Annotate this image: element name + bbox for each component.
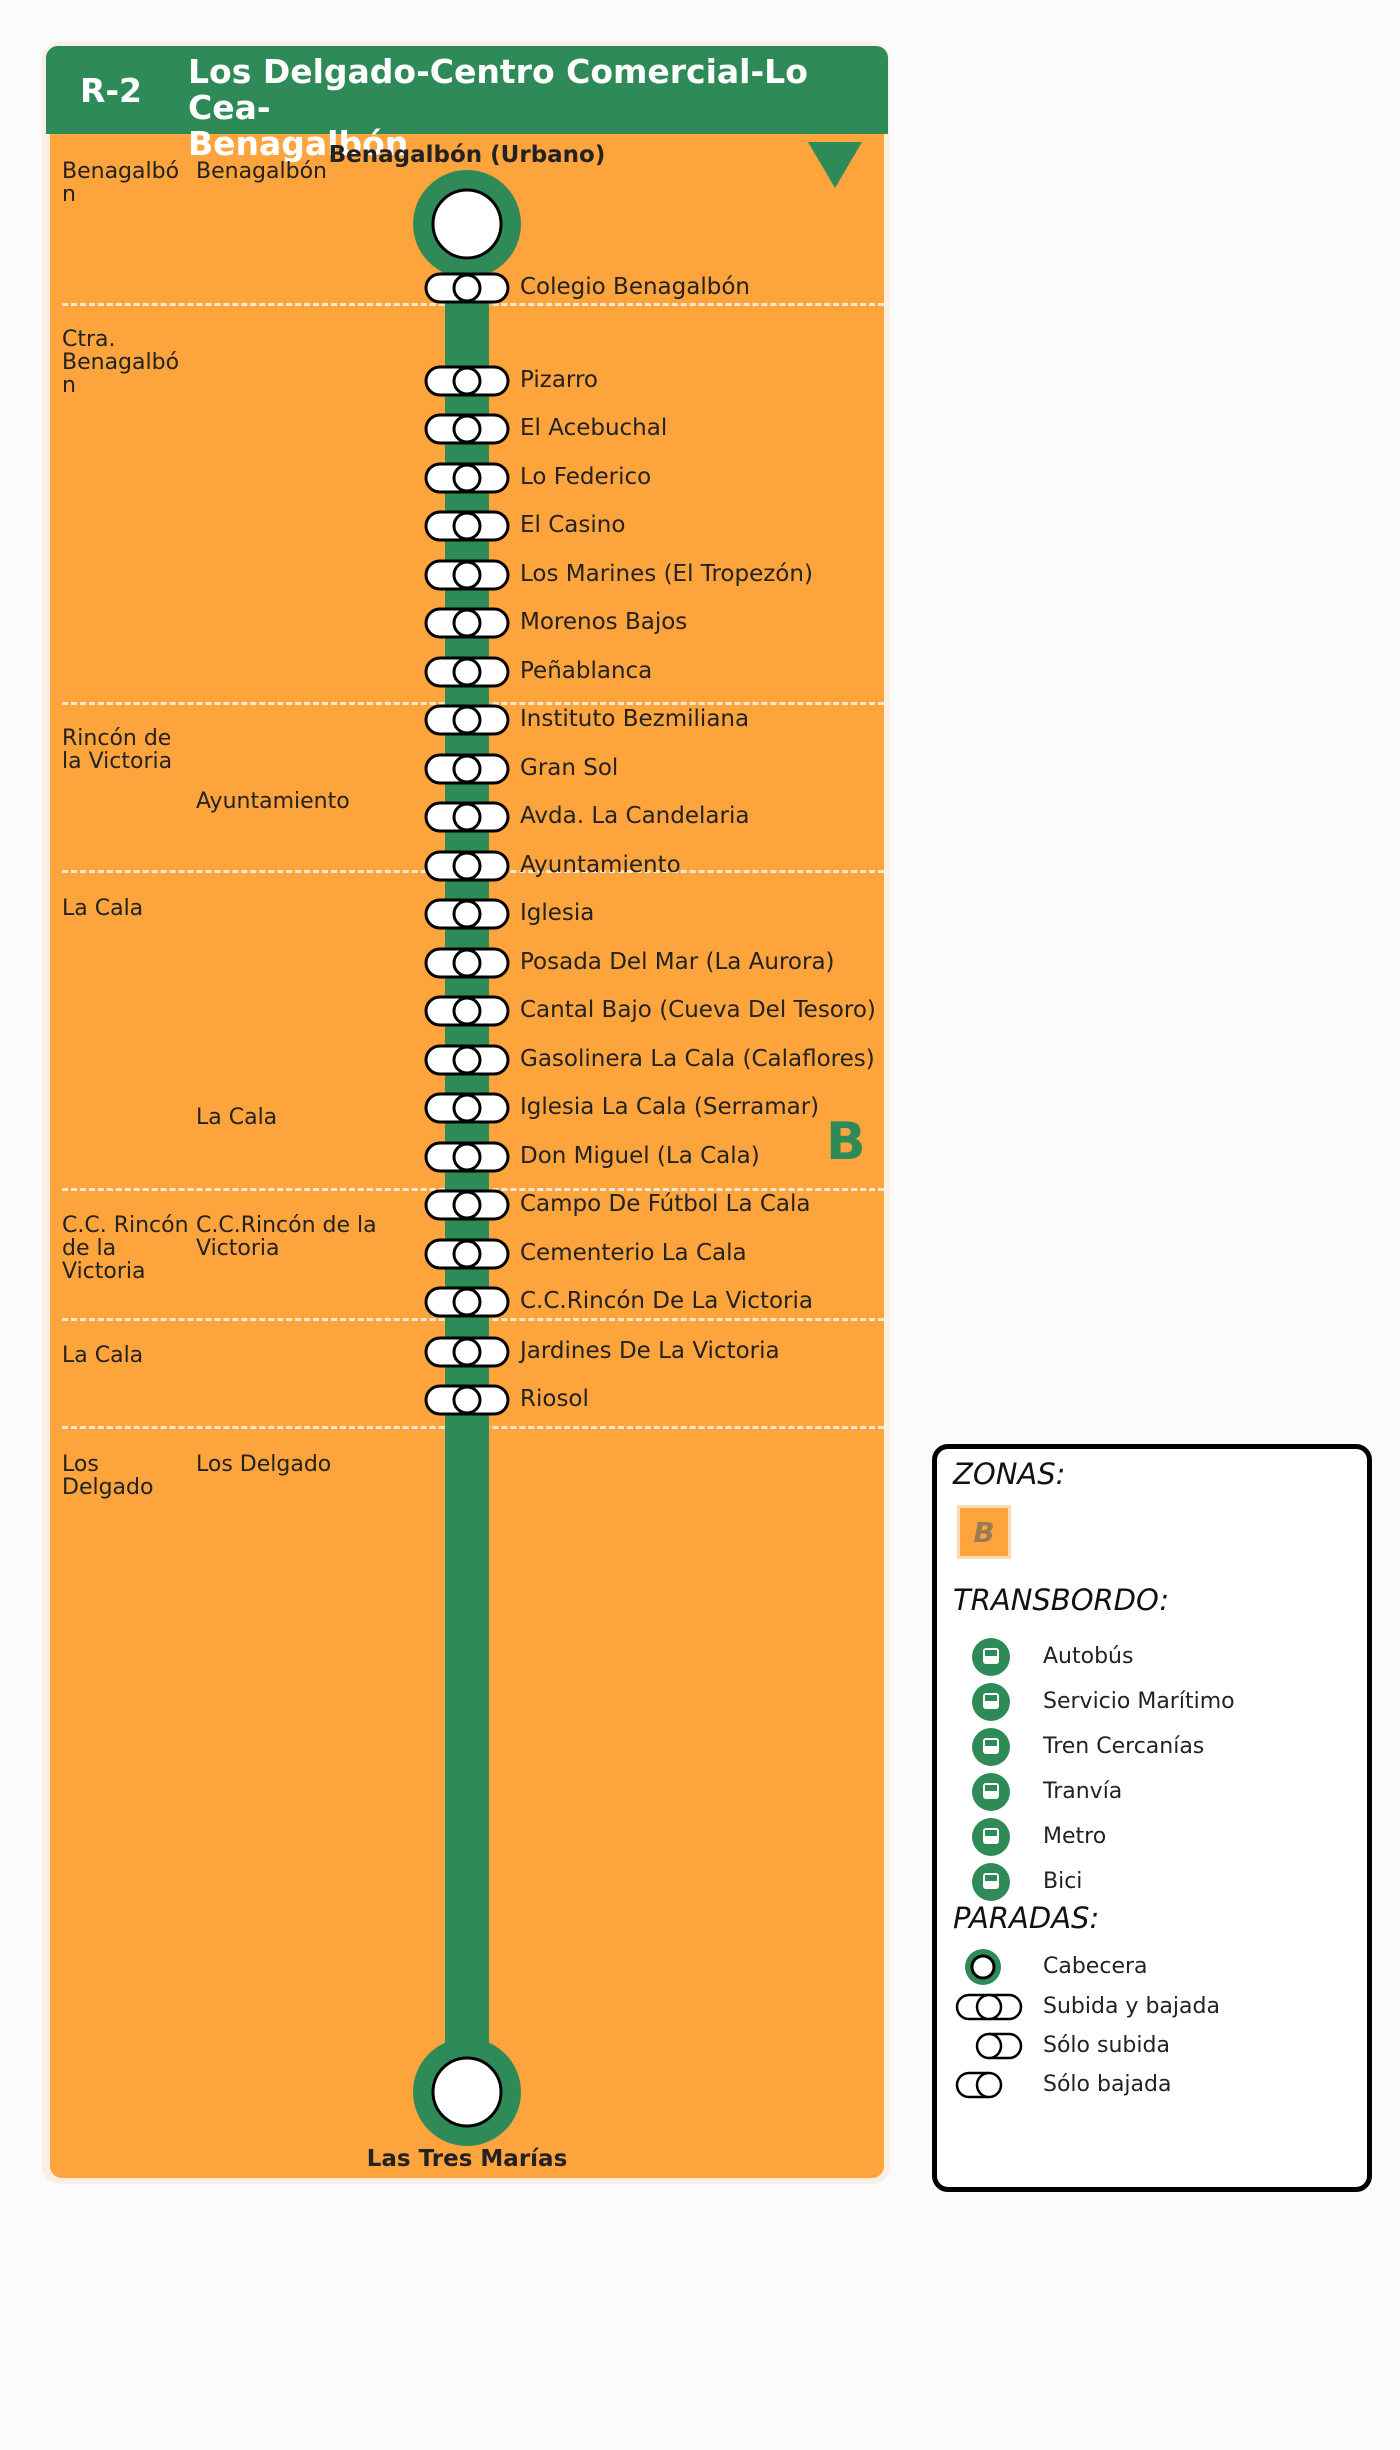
alight-only-stop-icon	[953, 2065, 1025, 2105]
board-only-stop-icon	[953, 2026, 1025, 2066]
stop-marker-icon	[454, 1047, 480, 1073]
start-terminal-stop-icon	[433, 190, 501, 258]
municipality-label: La Cala	[62, 1343, 144, 1368]
stop-name: Colegio Benagalbón	[520, 274, 750, 300]
transfer-heading: TRANSBORDO:	[953, 1583, 1170, 1617]
municipality-label: Benagalbó n	[62, 159, 180, 207]
locality-label: Los Delgado	[196, 1452, 332, 1477]
stop-name: Iglesia	[520, 900, 595, 926]
stop-name: Ayuntamiento	[520, 852, 681, 878]
stop-name: Don Miguel (La Cala)	[520, 1143, 760, 1169]
stop-name: Pizarro	[520, 367, 598, 393]
stop-marker-icon	[454, 1192, 480, 1218]
route-title: Los Delgado-Centro Comercial-Lo Cea- Benagalbón	[188, 54, 808, 162]
stop-marker-icon	[454, 416, 480, 442]
municipality-label: Ctra. Benagalbó n	[62, 327, 180, 398]
locality-label: Benagalbón	[196, 159, 327, 184]
stop-marker-icon	[454, 1241, 480, 1267]
zones-heading: ZONAS:	[953, 1457, 1066, 1491]
stop-name: Cantal Bajo (Cueva Del Tesoro)	[520, 997, 876, 1023]
end-terminal-label: Las Tres Marías	[366, 2146, 568, 2172]
municipality-label: La Cala	[62, 896, 144, 921]
transfer-label: Servicio Marítimo	[1043, 1689, 1235, 1714]
stop-name: Gasolinera La Cala (Calaflores)	[520, 1046, 875, 1072]
stop-type-label: Sólo bajada	[1043, 2072, 1172, 2097]
stop-name: Gran Sol	[520, 755, 619, 781]
stop-name: Morenos Bajos	[520, 609, 688, 635]
stop-marker-icon	[454, 1339, 480, 1365]
stop-name: Peñablanca	[520, 658, 653, 684]
transfer-label: Tranvía	[1043, 1779, 1123, 1804]
locality-label: La Cala	[196, 1105, 278, 1130]
stop-marker-icon	[454, 1144, 480, 1170]
zone-b-swatch: B	[957, 1505, 1011, 1559]
stop-name: C.C.Rincón De La Victoria	[520, 1288, 813, 1314]
locality-label: C.C.Rincón de la Victoria	[196, 1213, 377, 1261]
stops-heading: PARADAS:	[953, 1901, 1100, 1935]
stop-type-label: Subida y bajada	[1043, 1994, 1220, 2019]
route-code: R-2	[79, 70, 143, 110]
start-terminal-label: Benagalbón (Urbano)	[328, 142, 606, 168]
bus-icon	[971, 1637, 1011, 1677]
stop-name: Los Marines (El Tropezón)	[520, 561, 813, 587]
train-icon	[971, 1727, 1011, 1767]
stop-name: Iglesia La Cala (Serramar)	[520, 1094, 820, 1120]
stop-marker-icon	[454, 562, 480, 588]
metro-icon	[971, 1817, 1011, 1857]
transfer-label: Bici	[1043, 1869, 1083, 1894]
stop-name: Avda. La Candelaria	[520, 803, 750, 829]
stop-marker-icon	[454, 368, 480, 394]
bike-icon	[971, 1862, 1011, 1902]
municipality-label: Rincón de la Victoria	[62, 726, 173, 774]
stop-type-label: Cabecera	[1043, 1954, 1148, 1979]
stop-marker-icon	[454, 707, 480, 733]
stop-marker-icon	[454, 610, 480, 636]
terminal-stop-icon	[953, 1947, 1025, 1987]
end-terminal-stop-icon	[433, 2058, 501, 2126]
stop-marker-icon	[454, 756, 480, 782]
transfer-label: Autobús	[1043, 1644, 1134, 1669]
stop-name: Jardines De La Victoria	[520, 1338, 780, 1364]
stop-name: Campo De Fútbol La Cala	[520, 1191, 811, 1217]
board-alight-stop-icon	[953, 1987, 1025, 2027]
stop-marker-icon	[454, 659, 480, 685]
stop-name: Riosol	[520, 1386, 589, 1412]
stop-marker-icon	[454, 1387, 480, 1413]
municipality-label: Los Delgado	[62, 1452, 154, 1500]
stop-marker-icon	[454, 901, 480, 927]
stop-marker-icon	[454, 465, 480, 491]
transfer-label: Tren Cercanías	[1043, 1734, 1205, 1759]
stop-marker-icon	[454, 853, 480, 879]
stop-name: Instituto Bezmiliana	[520, 706, 750, 732]
stop-marker-icon	[454, 513, 480, 539]
stop-marker-icon	[454, 950, 480, 976]
zone-letter: B	[826, 1112, 866, 1172]
stop-name: El Casino	[520, 512, 626, 538]
stop-type-label: Sólo subida	[1043, 2033, 1170, 2058]
transfer-label: Metro	[1043, 1824, 1107, 1849]
stop-name: Cementerio La Cala	[520, 1240, 747, 1266]
stop-marker-icon	[454, 998, 480, 1024]
stop-marker-icon	[454, 1289, 480, 1315]
stop-name: Lo Federico	[520, 464, 652, 490]
stop-marker-icon	[454, 275, 480, 301]
municipality-label: C.C. Rincón de la Victoria	[62, 1213, 189, 1284]
stop-marker-icon	[454, 1095, 480, 1121]
tram-icon	[971, 1772, 1011, 1812]
ferry-icon	[971, 1682, 1011, 1722]
stop-name: El Acebuchal	[520, 415, 668, 441]
legend-box	[932, 1444, 1372, 2192]
stop-marker-icon	[454, 804, 480, 830]
locality-label: Ayuntamiento	[196, 789, 350, 814]
stop-name: Posada Del Mar (La Aurora)	[520, 949, 835, 975]
